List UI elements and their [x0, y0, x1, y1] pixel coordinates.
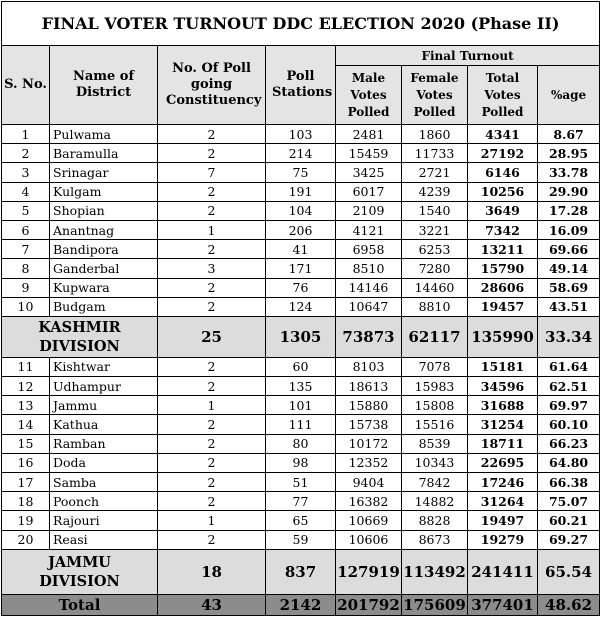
table-row — [2, 530, 600, 549]
row-poll-stations: 80 — [266, 434, 336, 453]
header-male-votes-text: Male Votes Polled — [347, 70, 390, 119]
row-district-name: Kulgam — [50, 182, 158, 201]
table-row — [2, 434, 600, 453]
row-percentage: 33.78 — [538, 163, 600, 182]
row-male-votes: 14146 — [336, 278, 402, 297]
kashmir-division-male: 73873 — [336, 316, 402, 357]
table-row — [2, 473, 600, 492]
row-district-name: Kathua — [50, 415, 158, 434]
row-constituency-count: 2 — [158, 182, 266, 201]
row-district-name: Udhampur — [50, 377, 158, 396]
row-district-name: Poonch — [50, 492, 158, 511]
table-row — [2, 163, 600, 182]
row-female-votes: 2721 — [402, 163, 468, 182]
row-constituency-count: 2 — [158, 201, 266, 220]
row-sno: 19 — [2, 511, 50, 530]
row-female-votes: 15516 — [402, 415, 468, 434]
row-total-votes: 34596 — [468, 377, 538, 396]
row-male-votes: 8103 — [336, 357, 402, 376]
voter-turnout-table-container — [1, 1, 599, 616]
kashmir-division-label-line2: DIVISION — [39, 337, 120, 355]
row-total-votes: 4341 — [468, 125, 538, 144]
row-district-name: Budgam — [50, 297, 158, 316]
row-poll-stations: 111 — [266, 415, 336, 434]
row-male-votes: 15459 — [336, 144, 402, 163]
row-percentage: 8.67 — [538, 125, 600, 144]
header-poll-stations — [266, 46, 336, 125]
row-percentage: 75.07 — [538, 492, 600, 511]
header-final-turnout: Final Turnout — [336, 46, 600, 66]
row-percentage: 61.64 — [538, 357, 600, 376]
row-percentage: 43.51 — [538, 297, 600, 316]
row-female-votes: 7842 — [402, 473, 468, 492]
table-row — [2, 377, 600, 396]
table-row — [2, 511, 600, 530]
row-male-votes: 6017 — [336, 182, 402, 201]
row-male-votes: 10606 — [336, 530, 402, 549]
kashmir-division-row — [2, 316, 600, 357]
row-sno: 3 — [2, 163, 50, 182]
kashmir-division-female: 62117 — [402, 316, 468, 357]
row-sno: 14 — [2, 415, 50, 434]
table-row — [2, 240, 600, 259]
header-district — [50, 46, 158, 125]
row-male-votes: 8510 — [336, 259, 402, 278]
row-constituency-count: 2 — [158, 453, 266, 472]
table-row — [2, 144, 600, 163]
row-female-votes: 6253 — [402, 240, 468, 259]
kashmir-division-label — [2, 316, 158, 357]
row-poll-stations: 171 — [266, 259, 336, 278]
voter-turnout-table — [1, 1, 600, 616]
row-sno: 17 — [2, 473, 50, 492]
row-female-votes: 10343 — [402, 453, 468, 472]
row-percentage: 58.69 — [538, 278, 600, 297]
row-female-votes: 1540 — [402, 201, 468, 220]
row-constituency-count: 2 — [158, 278, 266, 297]
row-female-votes: 14460 — [402, 278, 468, 297]
row-district-name: Ganderbal — [50, 259, 158, 278]
row-total-votes: 19279 — [468, 530, 538, 549]
row-constituency-count: 3 — [158, 259, 266, 278]
row-male-votes: 16382 — [336, 492, 402, 511]
row-poll-stations: 76 — [266, 278, 336, 297]
row-total-votes: 31254 — [468, 415, 538, 434]
row-constituency-count: 7 — [158, 163, 266, 182]
row-female-votes: 7078 — [402, 357, 468, 376]
jammu-division-total: 241411 — [468, 549, 538, 594]
row-female-votes: 8828 — [402, 511, 468, 530]
row-poll-stations: 59 — [266, 530, 336, 549]
row-female-votes: 1860 — [402, 125, 468, 144]
row-poll-stations: 98 — [266, 453, 336, 472]
row-poll-stations: 135 — [266, 377, 336, 396]
row-total-votes: 27192 — [468, 144, 538, 163]
row-male-votes: 6958 — [336, 240, 402, 259]
row-sno: 12 — [2, 377, 50, 396]
total-total: 377401 — [468, 594, 538, 615]
row-percentage: 29.90 — [538, 182, 600, 201]
jammu-division-row — [2, 549, 600, 594]
total-row — [2, 594, 600, 615]
row-sno: 20 — [2, 530, 50, 549]
row-total-votes: 3649 — [468, 201, 538, 220]
row-female-votes: 7280 — [402, 259, 468, 278]
table-row — [2, 492, 600, 511]
header-poll-stations-text: Poll Stations — [272, 69, 333, 100]
row-district-name: Rajouri — [50, 511, 158, 530]
row-percentage: 17.28 — [538, 201, 600, 220]
row-percentage: 69.97 — [538, 396, 600, 415]
row-male-votes: 2481 — [336, 125, 402, 144]
row-percentage: 16.09 — [538, 220, 600, 239]
row-constituency-count: 2 — [158, 240, 266, 259]
row-poll-stations: 75 — [266, 163, 336, 182]
table-row — [2, 396, 600, 415]
row-female-votes: 11733 — [402, 144, 468, 163]
row-district-name: Baramulla — [50, 144, 158, 163]
row-male-votes: 10172 — [336, 434, 402, 453]
row-sno: 8 — [2, 259, 50, 278]
row-percentage: 64.80 — [538, 453, 600, 472]
row-poll-stations: 60 — [266, 357, 336, 376]
row-female-votes: 15983 — [402, 377, 468, 396]
row-percentage: 66.23 — [538, 434, 600, 453]
jammu-division-pct: 65.54 — [538, 549, 600, 594]
table-row — [2, 357, 600, 376]
row-district-name: Srinagar — [50, 163, 158, 182]
jammu-division-stations: 837 — [266, 549, 336, 594]
row-district-name: Shopian — [50, 201, 158, 220]
table-row — [2, 278, 600, 297]
header-female-votes-text: Female Votes Polled — [410, 70, 459, 119]
row-sno: 1 — [2, 125, 50, 144]
row-sno: 10 — [2, 297, 50, 316]
row-male-votes: 2109 — [336, 201, 402, 220]
row-percentage: 49.14 — [538, 259, 600, 278]
row-total-votes: 6146 — [468, 163, 538, 182]
row-total-votes: 31688 — [468, 396, 538, 415]
row-female-votes: 8810 — [402, 297, 468, 316]
row-constituency-count: 1 — [158, 220, 266, 239]
row-sno: 6 — [2, 220, 50, 239]
header-total-votes-text: Total Votes Polled — [481, 70, 524, 119]
row-total-votes: 15181 — [468, 357, 538, 376]
row-poll-stations: 77 — [266, 492, 336, 511]
row-male-votes: 4121 — [336, 220, 402, 239]
kashmir-division-label-line1: KASHMIR — [38, 318, 121, 336]
kashmir-division-total: 135990 — [468, 316, 538, 357]
row-sno: 9 — [2, 278, 50, 297]
row-male-votes: 10647 — [336, 297, 402, 316]
row-female-votes: 14882 — [402, 492, 468, 511]
row-male-votes: 15880 — [336, 396, 402, 415]
row-district-name: Doda — [50, 453, 158, 472]
row-poll-stations: 214 — [266, 144, 336, 163]
total-const: 43 — [158, 594, 266, 615]
row-percentage: 62.51 — [538, 377, 600, 396]
row-constituency-count: 2 — [158, 144, 266, 163]
row-sno: 16 — [2, 453, 50, 472]
row-percentage: 28.95 — [538, 144, 600, 163]
row-district-name: Samba — [50, 473, 158, 492]
jammu-division-female: 113492 — [402, 549, 468, 594]
row-constituency-count: 2 — [158, 473, 266, 492]
row-female-votes: 8673 — [402, 530, 468, 549]
total-pct: 48.62 — [538, 594, 600, 615]
jammu-division-label-line1: JAMMU — [48, 553, 111, 571]
kashmir-division-const: 25 — [158, 316, 266, 357]
header-sno: S. No. — [2, 46, 50, 125]
header-constituency-text: No. Of Poll going Constituency — [166, 61, 262, 108]
row-percentage: 60.10 — [538, 415, 600, 434]
row-constituency-count: 2 — [158, 530, 266, 549]
total-stations: 2142 — [266, 594, 336, 615]
jammu-division-const: 18 — [158, 549, 266, 594]
row-district-name: Bandipora — [50, 240, 158, 259]
header-female-votes — [402, 66, 468, 125]
row-constituency-count: 2 — [158, 377, 266, 396]
row-male-votes: 10669 — [336, 511, 402, 530]
row-sno: 18 — [2, 492, 50, 511]
kashmir-division-stations: 1305 — [266, 316, 336, 357]
table-row — [2, 182, 600, 201]
row-constituency-count: 2 — [158, 125, 266, 144]
row-poll-stations: 101 — [266, 396, 336, 415]
total-male: 201792 — [337, 595, 400, 614]
row-total-votes: 17246 — [468, 473, 538, 492]
row-percentage: 69.27 — [538, 530, 600, 549]
header-total-votes — [468, 66, 538, 125]
row-constituency-count: 2 — [158, 415, 266, 434]
row-district-name: Pulwama — [50, 125, 158, 144]
table-row — [2, 297, 600, 316]
row-sno: 4 — [2, 182, 50, 201]
row-total-votes: 22695 — [468, 453, 538, 472]
row-male-votes: 12352 — [336, 453, 402, 472]
jammu-division-male: 127919 — [336, 549, 402, 594]
row-female-votes: 8539 — [402, 434, 468, 453]
kashmir-division-pct: 33.34 — [538, 316, 600, 357]
table-row — [2, 125, 600, 144]
row-constituency-count: 2 — [158, 297, 266, 316]
row-female-votes: 4239 — [402, 182, 468, 201]
row-sno: 7 — [2, 240, 50, 259]
table-row — [2, 220, 600, 239]
row-district-name: Kishtwar — [50, 357, 158, 376]
row-male-votes: 18613 — [336, 377, 402, 396]
row-total-votes: 19497 — [468, 511, 538, 530]
row-sno: 11 — [2, 357, 50, 376]
row-poll-stations: 206 — [266, 220, 336, 239]
row-total-votes: 7342 — [468, 220, 538, 239]
row-constituency-count: 2 — [158, 492, 266, 511]
table-row — [2, 453, 600, 472]
row-poll-stations: 104 — [266, 201, 336, 220]
row-total-votes: 28606 — [468, 278, 538, 297]
row-poll-stations: 191 — [266, 182, 336, 201]
row-sno: 13 — [2, 396, 50, 415]
row-constituency-count: 1 — [158, 511, 266, 530]
row-total-votes: 10256 — [468, 182, 538, 201]
row-male-votes: 3425 — [336, 163, 402, 182]
row-sno: 15 — [2, 434, 50, 453]
row-total-votes: 13211 — [468, 240, 538, 259]
row-percentage: 60.21 — [538, 511, 600, 530]
header-district-text: Name of District — [72, 69, 135, 100]
row-percentage: 66.38 — [538, 473, 600, 492]
total-female: 175609 — [403, 595, 466, 614]
table-row — [2, 415, 600, 434]
row-female-votes: 15808 — [402, 396, 468, 415]
row-district-name: Anantnag — [50, 220, 158, 239]
row-sno: 5 — [2, 201, 50, 220]
header-percentage: %age — [538, 66, 600, 125]
table-row — [2, 201, 600, 220]
row-poll-stations: 65 — [266, 511, 336, 530]
row-total-votes: 31264 — [468, 492, 538, 511]
row-district-name: Ramban — [50, 434, 158, 453]
row-poll-stations: 124 — [266, 297, 336, 316]
row-constituency-count: 2 — [158, 434, 266, 453]
row-male-votes: 15738 — [336, 415, 402, 434]
row-poll-stations: 41 — [266, 240, 336, 259]
row-percentage: 69.66 — [538, 240, 600, 259]
row-sno: 2 — [2, 144, 50, 163]
jammu-division-label — [2, 549, 158, 594]
row-total-votes: 15790 — [468, 259, 538, 278]
header-male-votes — [336, 66, 402, 125]
total-label: Total — [2, 594, 158, 615]
row-male-votes: 9404 — [336, 473, 402, 492]
row-total-votes: 19457 — [468, 297, 538, 316]
row-constituency-count: 1 — [158, 396, 266, 415]
row-poll-stations: 51 — [266, 473, 336, 492]
row-poll-stations: 103 — [266, 125, 336, 144]
row-female-votes: 3221 — [402, 220, 468, 239]
row-total-votes: 18711 — [468, 434, 538, 453]
row-constituency-count: 2 — [158, 357, 266, 376]
jammu-division-label-line2: DIVISION — [39, 572, 120, 590]
row-district-name: Kupwara — [50, 278, 158, 297]
header-constituency — [158, 46, 266, 125]
row-district-name: Jammu — [50, 396, 158, 415]
table-title: FINAL VOTER TURNOUT DDC ELECTION 2020 (Phase II) — [2, 2, 600, 46]
table-row — [2, 259, 600, 278]
row-district-name: Reasi — [50, 530, 158, 549]
